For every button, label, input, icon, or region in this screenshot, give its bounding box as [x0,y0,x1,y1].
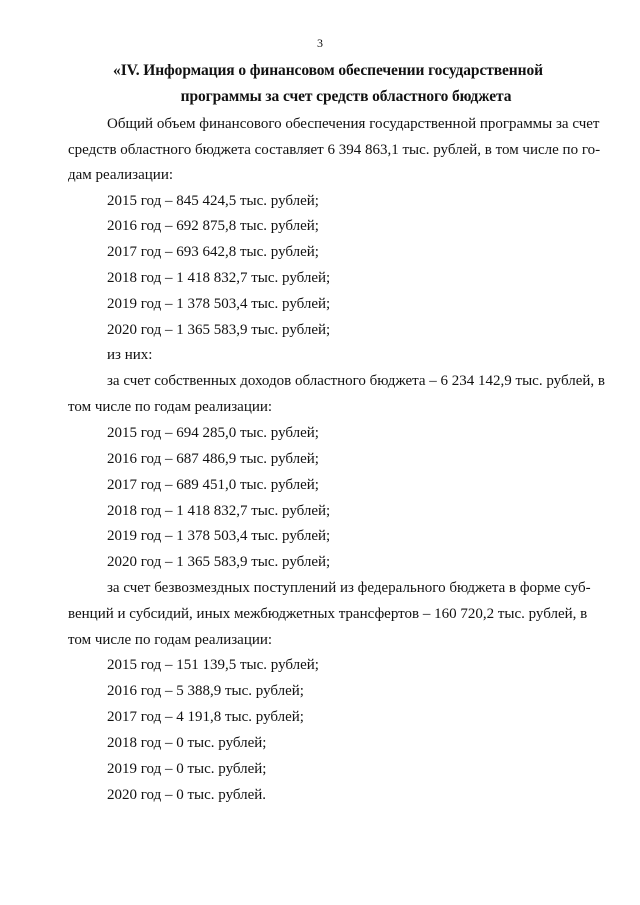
own-revenue-paragraph-line: том числе по годам реализации: [68,399,273,415]
intro-paragraph-line: средств областного бюджета составляет 6 394 863,1 тыс. рублей, в том числе по го- [68,142,601,158]
federal-year-item: 2017 год – 4 191,8 тыс. рублей; [107,709,304,725]
federal-paragraph-line: венций и субсидий, иных межбюджетных трансфертов – 160 720,2 тыс. рублей, в [68,606,588,622]
own-year-item: 2019 год – 1 378 503,4 тыс. рублей; [107,528,331,544]
total-year-item: 2015 год – 845 424,5 тыс. рублей; [107,193,319,209]
total-year-item: 2020 год – 1 365 583,9 тыс. рублей; [107,322,331,338]
federal-year-item: 2019 год – 0 тыс. рублей; [107,761,267,777]
own-year-item: 2018 год – 1 418 832,7 тыс. рублей; [107,503,331,519]
total-year-item: 2018 год – 1 418 832,7 тыс. рублей; [107,270,331,286]
total-year-item: 2016 год – 692 875,8 тыс. рублей; [107,218,319,234]
intro-paragraph-line: дам реализации: [68,167,174,183]
federal-paragraph-line: за счет безвозмездных поступлений из федерального бюджета в форме суб- [107,580,591,596]
own-year-item: 2020 год – 1 365 583,9 тыс. рублей; [107,554,331,570]
federal-paragraph-line: том числе по годам реализации: [68,632,273,648]
federal-year-item: 2020 год – 0 тыс. рублей. [107,787,267,803]
own-year-item: 2016 год – 687 486,9 тыс. рублей; [107,451,319,467]
own-revenue-paragraph-line: за счет собственных доходов областного бюджета – 6 234 142,9 тыс. рублей, в [107,373,605,389]
of-which-label: из них: [107,347,153,363]
section-heading-line-1: «IV. Информация о финансовом обеспечении государственной [113,62,543,79]
federal-year-item: 2016 год – 5 388,9 тыс. рублей; [107,683,304,699]
page-number: 3 [317,36,323,50]
federal-year-item: 2015 год – 151 139,5 тыс. рублей; [107,657,319,673]
own-year-item: 2015 год – 694 285,0 тыс. рублей; [107,425,319,441]
intro-paragraph-line: Общий объем финансового обеспечения государственной программы за счет [107,116,600,132]
total-year-item: 2017 год – 693 642,8 тыс. рублей; [107,244,319,260]
total-year-item: 2019 год – 1 378 503,4 тыс. рублей; [107,296,331,312]
federal-year-item: 2018 год – 0 тыс. рублей; [107,735,267,751]
own-year-item: 2017 год – 689 451,0 тыс. рублей; [107,477,319,493]
section-heading-line-2: программы за счет средств областного бюджета [180,88,512,105]
